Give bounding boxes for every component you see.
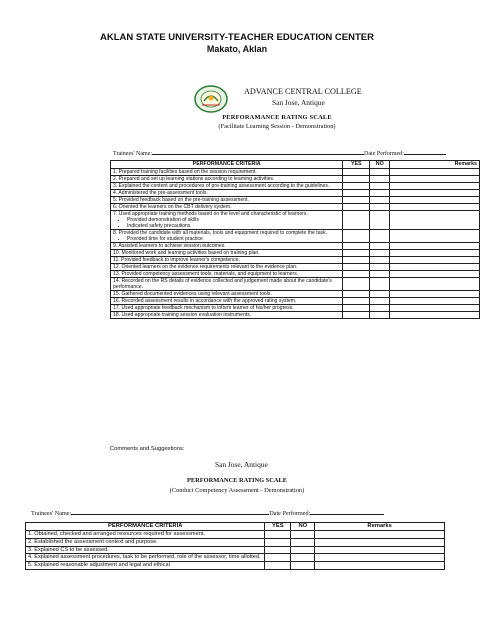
rating-scale-subtitle: (Facilitate Learning Session - Demonstration)	[218, 123, 336, 130]
criteria-text: 1. Prepared training facilities based on the session requirement.	[113, 169, 257, 175]
criteria-text: 12. Oriented learners on the evidence requirements relevant to the evidence plan.	[113, 264, 298, 270]
criteria-row	[111, 298, 480, 305]
criteria-text: 13. Provided competency assessment tools, materials, and equipment to learners.	[113, 271, 299, 277]
criteria-cell	[111, 176, 343, 183]
remarks-cell[interactable]	[390, 312, 480, 319]
yes-cell[interactable]	[343, 291, 370, 298]
remarks-cell[interactable]	[390, 211, 480, 230]
criteria-row	[111, 243, 480, 250]
no-cell[interactable]	[370, 257, 390, 264]
criteria-text: 11. Provided feedback to improve learner's competence.	[113, 257, 240, 263]
no-cell[interactable]	[291, 531, 315, 539]
criteria-cell	[26, 538, 265, 546]
yes-cell[interactable]	[343, 183, 370, 190]
criteria-text: 16. Recorded assessment results in accordance with the approved rating system.	[113, 298, 297, 304]
criteria-2-row	[26, 531, 445, 539]
criteria-2-row	[26, 546, 445, 554]
remarks-cell[interactable]	[390, 271, 480, 278]
criteria-row	[111, 312, 480, 319]
yes-cell[interactable]	[343, 257, 370, 264]
no-cell[interactable]	[370, 211, 390, 230]
criteria-text: 4. Explained assessment procedures, task to be performed, role of the assessor, time allotted.	[28, 554, 261, 561]
remarks-cell[interactable]	[390, 190, 480, 197]
yes-cell[interactable]	[343, 190, 370, 197]
date-performed-field-2[interactable]	[310, 508, 384, 515]
criteria-row	[111, 211, 480, 230]
col-no-2: NO	[291, 523, 315, 531]
remarks-cell[interactable]	[390, 291, 480, 298]
criteria-cell	[111, 271, 343, 278]
criteria-text: 5. Provided feedback based on the pre-training assessment.	[113, 197, 249, 203]
criteria-text: 15. Gathered documented evidences using relevant assessment tools.	[113, 291, 272, 297]
remarks-cell[interactable]	[390, 257, 480, 264]
criteria-2-row	[26, 562, 445, 570]
remarks-cell[interactable]	[390, 298, 480, 305]
no-cell[interactable]	[370, 305, 390, 312]
yes-cell[interactable]	[343, 305, 370, 312]
criteria-cell	[111, 305, 343, 312]
remarks-cell[interactable]	[390, 197, 480, 204]
remarks-cell[interactable]	[390, 169, 480, 176]
remarks-cell[interactable]	[390, 264, 480, 271]
yes-cell[interactable]	[343, 176, 370, 183]
criteria-row	[111, 183, 480, 190]
no-cell[interactable]	[370, 312, 390, 319]
criteria-row	[111, 204, 480, 211]
criteria-2-row	[26, 554, 445, 562]
trainee-name-label: Trainees' Name:	[113, 151, 153, 157]
remarks-cell[interactable]	[315, 531, 445, 539]
yes-cell[interactable]	[343, 197, 370, 204]
criteria-text: 14. Recorded on the RS details of evidence collected and judgement made about the candidate's performance.	[113, 278, 332, 290]
criteria-cell	[111, 257, 343, 264]
criteria-cell	[111, 243, 343, 250]
remarks-cell[interactable]	[390, 243, 480, 250]
remarks-cell[interactable]	[315, 562, 445, 570]
col-remarks: Remarks	[390, 161, 480, 169]
remarks-cell[interactable]	[390, 250, 480, 257]
criteria-cell	[111, 204, 343, 211]
college-seal-icon	[194, 85, 228, 113]
criteria-2-row	[26, 538, 445, 546]
no-cell[interactable]	[370, 264, 390, 271]
remarks-cell[interactable]	[315, 554, 445, 562]
criteria-bullets	[113, 236, 340, 242]
criteria-table-2	[25, 522, 445, 570]
yes-cell[interactable]	[343, 264, 370, 271]
criteria-row	[111, 291, 480, 298]
criteria-text: 7. Used appropriate training methods based on the level and characteristic of learners.	[113, 211, 308, 217]
no-cell[interactable]	[291, 546, 315, 554]
criteria-text: 2. Established the assessment context and purpose.	[28, 538, 158, 545]
criteria-row	[111, 250, 480, 257]
criteria-row	[111, 230, 480, 243]
col-yes: YES	[343, 161, 370, 169]
yes-cell[interactable]	[343, 271, 370, 278]
no-cell[interactable]	[291, 554, 315, 562]
remarks-cell[interactable]	[390, 183, 480, 190]
criteria-text: 5. Explained reasonable adjustment and legal and ethical	[28, 562, 170, 569]
remarks-cell[interactable]	[315, 546, 445, 554]
remarks-cell[interactable]	[390, 176, 480, 183]
criteria-cell	[111, 291, 343, 298]
yes-cell[interactable]	[265, 531, 291, 539]
criteria-cell	[111, 298, 343, 305]
rating-scale-title: PERFORAMANCE RATING SCALE	[222, 114, 332, 121]
no-cell[interactable]	[291, 538, 315, 546]
no-cell[interactable]	[370, 278, 390, 291]
trainee-name-line	[113, 148, 446, 157]
criteria-cell	[26, 531, 265, 539]
criteria-cell	[111, 183, 343, 190]
criteria-cell	[111, 230, 343, 243]
no-cell[interactable]	[370, 169, 390, 176]
criteria-row	[111, 278, 480, 291]
criteria-bullet: • Provided demonstration of skills	[127, 217, 340, 223]
yes-cell[interactable]	[343, 312, 370, 319]
criteria-bullets	[113, 217, 340, 229]
remarks-cell[interactable]	[390, 230, 480, 243]
yes-cell[interactable]	[343, 278, 370, 291]
yes-cell[interactable]	[343, 243, 370, 250]
criteria-text: 10. Monitored work and learning activities based on training plan.	[113, 250, 260, 256]
col-remarks-2: Remarks	[315, 523, 445, 531]
no-cell[interactable]	[370, 271, 390, 278]
date-performed-field[interactable]	[404, 148, 446, 155]
criteria-cell	[111, 169, 343, 176]
university-location: Makato, Aklan	[206, 44, 268, 54]
no-cell[interactable]	[370, 298, 390, 305]
rating-scale-subtitle-2: (Conduct Competency Assessment - Demonstration)	[169, 487, 305, 494]
criteria-row	[111, 271, 480, 278]
university-heading: AKLAN STATE UNIVERSITY-TEACHER EDUCATION CENTER	[100, 32, 374, 43]
criteria-row	[111, 176, 480, 183]
yes-cell[interactable]	[343, 230, 370, 243]
criteria-cell	[111, 190, 343, 197]
criteria-row	[111, 197, 480, 204]
criteria-text: 4. Administered the pre-assessment tools.	[113, 190, 208, 196]
no-cell[interactable]	[370, 291, 390, 298]
criteria-text: 8. Provided the candidate with all materials, tools and equipment required to complete the task.	[113, 230, 328, 236]
criteria-row	[111, 264, 480, 271]
no-cell[interactable]	[370, 230, 390, 243]
criteria-text: 17. Used appropriate feedback mechanism to inform learner of his/her progress.	[113, 305, 294, 311]
criteria-cell	[111, 250, 343, 257]
criteria-row	[111, 305, 480, 312]
col-no: NO	[370, 161, 390, 169]
date-performed-label: Date Performed:	[364, 151, 404, 157]
no-cell[interactable]	[370, 250, 390, 257]
yes-cell[interactable]	[343, 169, 370, 176]
criteria-text: 2. Prepared and set up learning stations according to learning activities.	[113, 176, 275, 182]
yes-cell[interactable]	[265, 538, 291, 546]
no-cell[interactable]	[370, 204, 390, 211]
town-heading-2: San Jose, Antique	[215, 460, 268, 469]
criteria-row	[111, 257, 480, 264]
yes-cell[interactable]	[343, 211, 370, 230]
trainee-name-line-2	[31, 508, 384, 517]
yes-cell[interactable]	[265, 554, 291, 562]
remarks-cell[interactable]	[315, 538, 445, 546]
yes-cell[interactable]	[343, 250, 370, 257]
no-cell[interactable]	[370, 243, 390, 250]
criteria-text: 3. Explained the content and procedures of pre-training assessment according to the guidelines.	[113, 183, 330, 189]
no-cell[interactable]	[370, 190, 390, 197]
remarks-cell[interactable]	[390, 204, 480, 211]
yes-cell[interactable]	[265, 562, 291, 570]
col-criteria: PERFORMANCE CRITERIA	[111, 161, 343, 169]
criteria-text: 3. Explained CS to be assessed.	[28, 546, 109, 553]
college-name: ADVANCE CENTRAL COLLEGE	[244, 87, 362, 96]
criteria-cell	[111, 211, 343, 230]
criteria-text: 9. Assisted learners to achieve session outcomes.	[113, 243, 226, 249]
no-cell[interactable]	[370, 183, 390, 190]
criteria-cell	[111, 278, 343, 291]
trainee-name-field-2[interactable]	[71, 508, 269, 515]
criteria-bullet: • Indicated safety precautions	[127, 223, 340, 229]
col-criteria-2: PERFORMANCE CRITERIA	[26, 523, 265, 531]
yes-cell[interactable]	[265, 546, 291, 554]
criteria-row	[111, 190, 480, 197]
no-cell[interactable]	[291, 562, 315, 570]
criteria-cell	[111, 312, 343, 319]
rating-scale-title-2: PERFORMANCE RATING SCALE	[186, 477, 287, 484]
col-yes-2: YES	[265, 523, 291, 531]
criteria-cell	[111, 197, 343, 204]
remarks-cell[interactable]	[390, 305, 480, 312]
criteria-table-1	[110, 160, 480, 319]
comments-label: Comments and Suggestions:	[110, 446, 185, 452]
criteria-text: 6. Oriented the learners on the CBT delivery system.	[113, 204, 232, 210]
criteria-text: 18. Used appropriate training session evaluation instruments.	[113, 312, 252, 318]
criteria-cell	[111, 264, 343, 271]
yes-cell[interactable]	[343, 204, 370, 211]
criteria-cell	[26, 546, 265, 554]
yes-cell[interactable]	[343, 298, 370, 305]
no-cell[interactable]	[370, 176, 390, 183]
criteria-cell	[26, 562, 265, 570]
no-cell[interactable]	[370, 197, 390, 204]
criteria-cell	[26, 554, 265, 562]
criteria-text: 1. Obtained, checked and arranged resources required for assessment.	[28, 531, 205, 537]
remarks-cell[interactable]	[390, 278, 480, 291]
trainee-name-field[interactable]	[152, 148, 364, 155]
criteria-bullet: • Provided time for student practice	[127, 236, 340, 242]
date-performed-label-2: Date Performed:	[269, 510, 311, 517]
trainee-name-label-2: Trainees' Name:	[31, 510, 72, 517]
college-town: San Jose, Antique	[272, 98, 325, 107]
criteria-row	[111, 169, 480, 176]
